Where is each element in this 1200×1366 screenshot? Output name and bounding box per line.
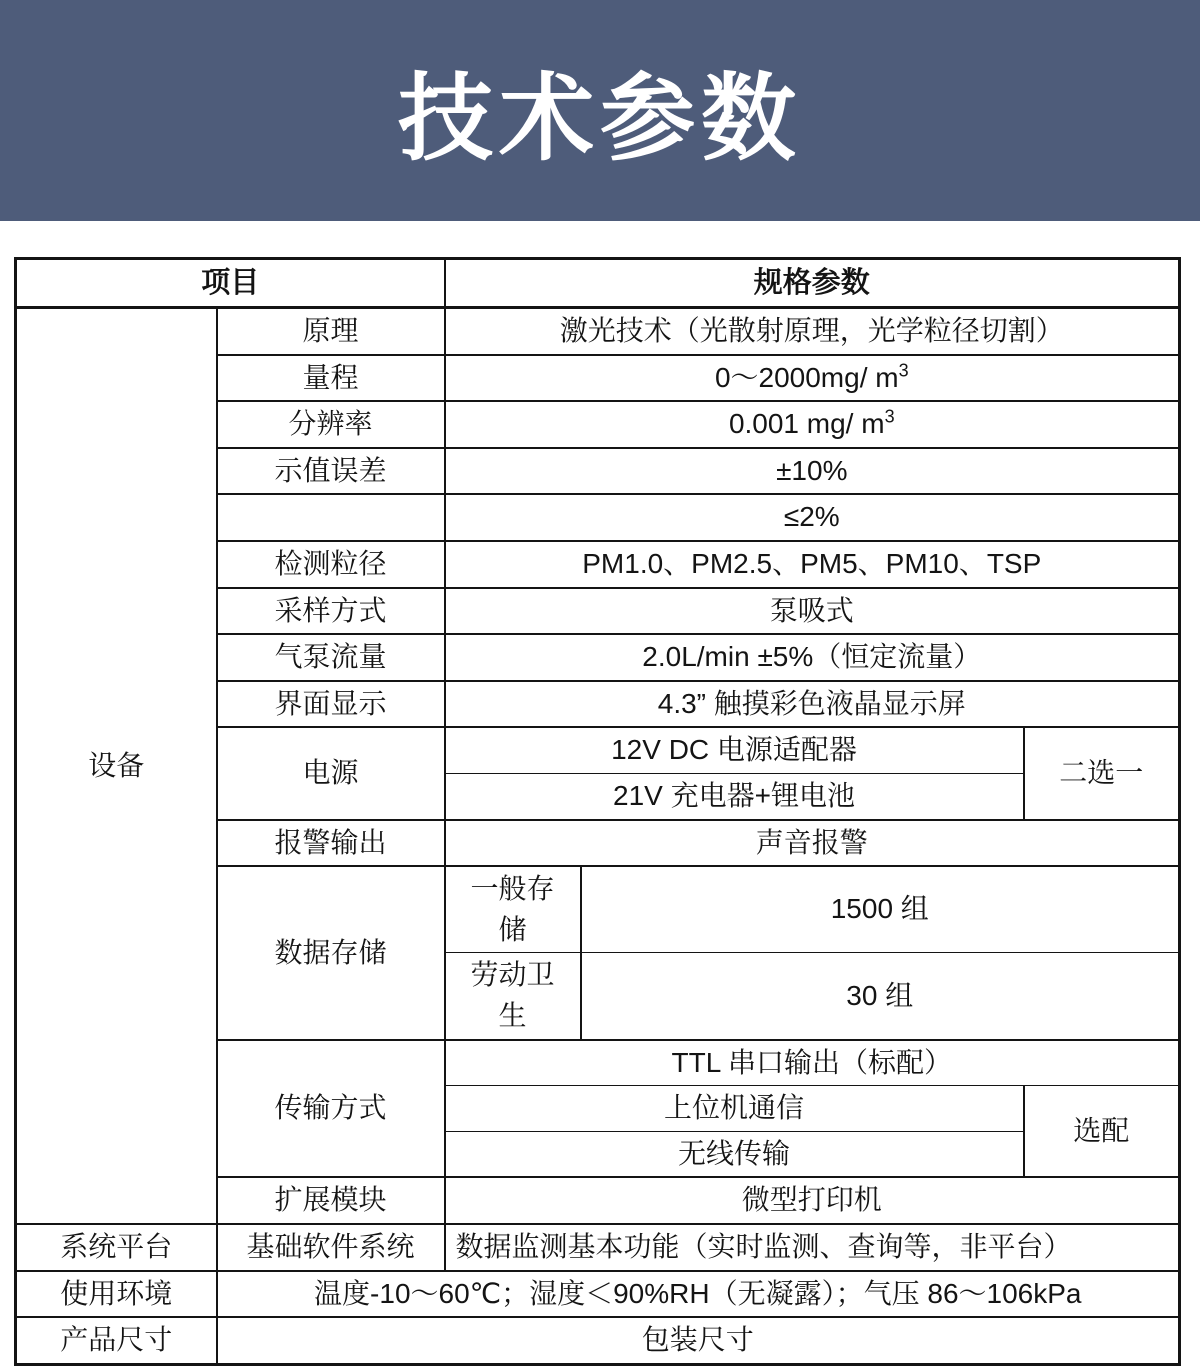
range-value-base: 0～2000mg/ m bbox=[714, 361, 899, 393]
row-environment bbox=[16, 1271, 1180, 1318]
cell-pump-flow-label: 气泵流量 bbox=[217, 634, 445, 681]
cell-transmission-option-2: 无线传输 bbox=[445, 1131, 1024, 1177]
cell-storage-occupational-value: 30 组 bbox=[581, 953, 1180, 1040]
cell-alarm-output-value: 声音报警 bbox=[445, 820, 1180, 867]
cell-environment-value: 温度-10～60℃；湿度＜90%RH（无凝露）；气压 86～106kPa bbox=[217, 1271, 1180, 1318]
cell-pump-flow-value: 2.0L/min ±5%（恒定流量） bbox=[445, 634, 1180, 681]
cell-transmission-note: 选配 bbox=[1024, 1086, 1180, 1178]
cell-principle-label: 原理 bbox=[217, 308, 445, 355]
cell-environment-label: 使用环境 bbox=[16, 1271, 217, 1318]
spec-table bbox=[14, 257, 1181, 1366]
cell-range-label: 量程 bbox=[217, 355, 445, 402]
row-dimensions bbox=[16, 1317, 1180, 1364]
header-item: 项目 bbox=[16, 259, 445, 308]
cell-particle-size-label: 检测粒径 bbox=[217, 541, 445, 588]
cell-repeatability-value: ≤2% bbox=[445, 494, 1180, 541]
cell-transmission-option-1: 上位机通信 bbox=[445, 1086, 1024, 1132]
cell-alarm-output-label: 报警输出 bbox=[217, 820, 445, 867]
cell-system-platform-item: 基础软件系统 bbox=[217, 1224, 445, 1271]
cell-power-note: 二选一 bbox=[1024, 727, 1180, 819]
cell-system-platform-label: 系统平台 bbox=[16, 1224, 217, 1271]
cell-indication-error-value: ±10% bbox=[445, 448, 1180, 495]
cell-equipment-label: 设备 bbox=[16, 308, 217, 1224]
page-title: 技术参数 bbox=[397, 65, 802, 172]
cell-dimensions-value: 包装尺寸 bbox=[217, 1317, 1180, 1364]
cell-principle-value: 激光技术（光散射原理，光学粒径切割） bbox=[445, 308, 1180, 355]
cell-expansion-value: 微型打印机 bbox=[445, 1177, 1180, 1224]
cell-storage-occupational-label: 劳动卫生 bbox=[445, 953, 581, 1040]
cell-power-option-1: 12V DC 电源适配器 bbox=[445, 727, 1024, 773]
cell-system-platform-value: 数据监测基本功能（实时监测、查询等，非平台） bbox=[445, 1224, 1180, 1271]
cell-range-value bbox=[445, 355, 1180, 402]
cell-particle-size-value: PM1.0、PM2.5、PM5、PM10、TSP bbox=[445, 541, 1180, 588]
cell-indication-error-label: 示值误差 bbox=[217, 448, 445, 495]
cell-dimensions-label: 产品尺寸 bbox=[16, 1317, 217, 1364]
cell-data-storage-label: 数据存储 bbox=[217, 866, 445, 1039]
cell-power-label: 电源 bbox=[217, 727, 445, 819]
cell-storage-general-value: 1500 组 bbox=[581, 866, 1180, 953]
cell-display-value: 4.3” 触摸彩色液晶显示屏 bbox=[445, 681, 1180, 728]
header-row bbox=[16, 259, 1180, 308]
cell-sampling-mode-value: 泵吸式 bbox=[445, 588, 1180, 635]
cell-resolution-label: 分辨率 bbox=[217, 401, 445, 448]
banner bbox=[0, 0, 1200, 221]
cell-sampling-mode-label: 采样方式 bbox=[217, 588, 445, 635]
cell-expansion-label: 扩展模块 bbox=[217, 1177, 445, 1224]
range-value-sup: 3 bbox=[898, 360, 909, 381]
row-principle bbox=[16, 308, 1180, 355]
header-spec: 规格参数 bbox=[445, 259, 1180, 308]
cell-transmission-standard: TTL 串口输出（标配） bbox=[445, 1040, 1180, 1086]
cell-storage-general-label: 一般存储 bbox=[445, 866, 581, 953]
resolution-value-base: 0.001 mg/ m bbox=[728, 408, 885, 440]
cell-repeatability-label bbox=[217, 494, 445, 541]
cell-power-option-2: 21V 充电器+锂电池 bbox=[445, 773, 1024, 819]
cell-resolution-value bbox=[445, 401, 1180, 448]
resolution-value-sup: 3 bbox=[884, 406, 895, 427]
cell-display-label: 界面显示 bbox=[217, 681, 445, 728]
row-system-platform bbox=[16, 1224, 1180, 1271]
cell-transmission-label: 传输方式 bbox=[217, 1040, 445, 1178]
